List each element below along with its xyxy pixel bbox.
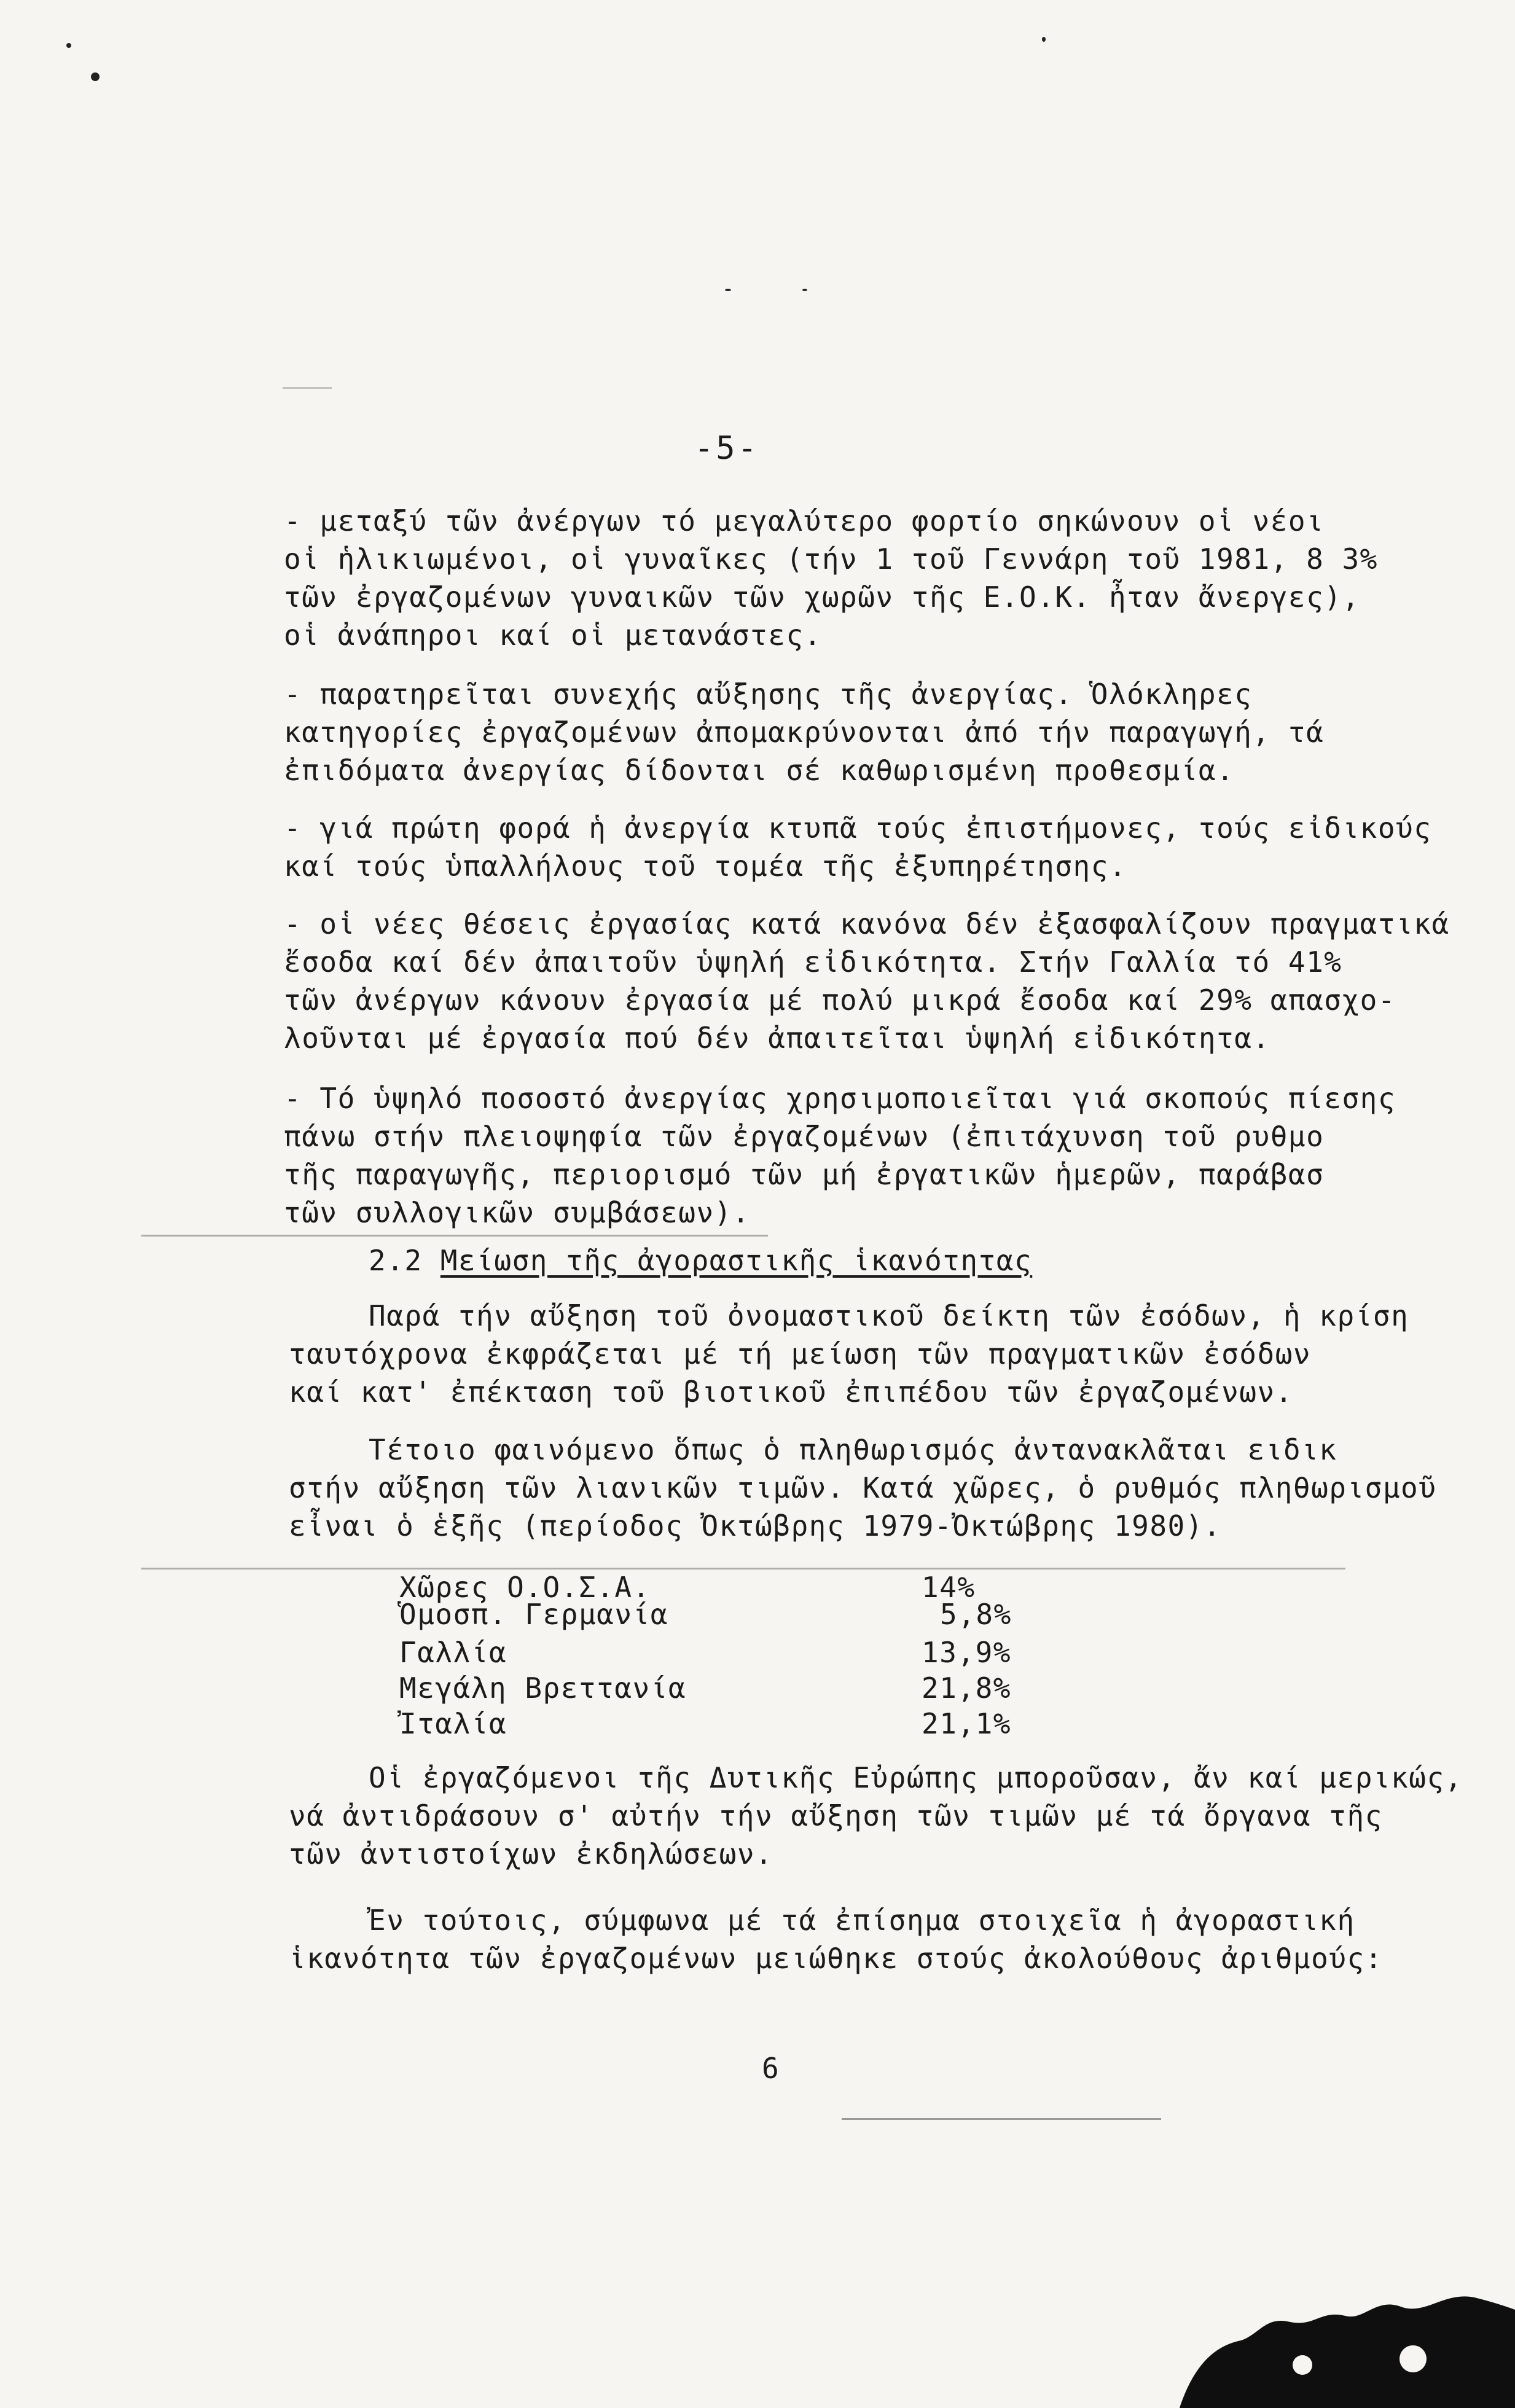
table-value: 5,8% [940,1598,1012,1631]
text-line: Ἐν τούτοις, σύμφωνα μέ τά ἐπίσημα στοιχεῖα ἡ ἀγοραστική [369,1904,1355,1937]
table-value: 14% [922,1571,976,1604]
text-line: τῶν ἀντιστοίχων ἐκδηλώσεων. [289,1837,773,1871]
table-value: 21,1% [922,1707,1011,1740]
table-row [399,1597,1137,1632]
text-line: τῆς παραγωγῆς, περιορισμό τῶν μή ἐργατικῶν ἡμερῶν, παράβασ [284,1158,1325,1191]
scan-speck [1042,37,1046,42]
text-line: - Τό ὑψηλό ποσοστό ἀνεργίας χρησιμοποιεῖται γιά σκοπούς πίεσης [284,1082,1396,1115]
scan-mark [283,387,332,389]
text-line: τῶν συλλογικῶν συμβάσεων). [284,1196,751,1229]
text-line: ἔσοδα καί δέν ἀπαιτοῦν ὑψηλή εἰδικότητα. Στήν Γαλλία τό 41% [284,945,1342,979]
text-line: ἱκανότητα τῶν ἐργαζομένων μειώθηκε στούς ἀκολούθους ἀριθμούς: [289,1942,1383,1975]
section-title: Μείωση τῆς ἀγοραστικῆς ἱκανότητας [440,1244,1033,1277]
bottom-page-mark: 6 [762,2052,779,2085]
text-line: Τέτοιο φαινόμενο ὅπως ὁ πληθωρισμός ἀντανακλᾶται ειδικ [369,1433,1337,1466]
text-line: στήν αὔξηση τῶν λιανικῶν τιμῶν. Κατά χῶρες, ὁ ρυθμός πληθωρισμοῦ [289,1471,1437,1504]
text-line: εἶναι ὁ ἑξῆς (περίοδος Ὀκτώβρης 1979-Ὀκτώβρης 1980). [289,1509,1222,1542]
text-line: οἱ ἡλικιωμένοι, οἱ γυναῖκες (τήν 1 τοῦ Γεννάρη τοῦ 1981, 8 3% [284,542,1378,576]
page-number: -5- [694,430,759,467]
scan-rule [842,2118,1161,2120]
text-line: πάνω στήν πλειοψηφία τῶν ἐργαζομένων (ἐπιτάχυνση τοῦ ρυθμο [284,1120,1325,1153]
table-row [399,1706,1137,1741]
text-line: νά ἀντιδράσουν σ' αὐτήν τήν αὔξηση τῶν τιμῶν μέ τά ὄργανα τῆς [289,1799,1383,1832]
table-country: Χῶρες Ο.Ο.Σ.Α. [399,1571,651,1604]
table-value: 13,9% [922,1636,1011,1669]
text-line: Οἱ ἐργαζόμενοι τῆς Δυτικῆς Εὐρώπης μποροῦσαν, ἄν καί μερικώς, [369,1761,1463,1794]
section-number: 2.2 [369,1244,423,1277]
table-country: Ἰταλία [399,1707,507,1740]
text-line: - παρατηρεῖται συνεχής αὔξησης τῆς ἀνεργίας. Ὁλόκληρες [284,678,1253,711]
text-line: οἱ ἀνάπηροι καί οἱ μετανάστες. [284,619,822,652]
table-row [399,1635,1137,1670]
scan-speck [91,72,100,81]
text-line: - γιά πρώτη φορά ἡ ἀνεργία κτυπᾶ τούς ἐπιστήμονες, τούς εἰδικούς [284,811,1432,845]
text-line: - μεταξύ τῶν ἀνέργων τό μεγαλύτερο φορτίο σηκώνουν οἱ νέοι [284,504,1325,538]
table-country: Ὁμοσπ. Γερμανία [399,1598,668,1631]
text-line: ταυτόχρονα ἐκφράζεται μέ τή μείωση τῶν πραγματικῶν ἐσόδων [289,1337,1312,1370]
text-line: ἐπιδόματα ἀνεργίας δίδονται σέ καθωρισμένη προθεσμία. [284,754,1235,787]
table-country: Μεγάλη Βρεττανία [399,1671,687,1705]
scan-speck [802,289,807,291]
text-line: καί κατ' ἐπέκταση τοῦ βιοτικοῦ ἐπιπέδου τῶν ἐργαζομένων. [289,1375,1293,1409]
text-line: - οἱ νέες θέσεις ἐργασίας κατά κανόνα δέν ἐξασφαλίζουν πραγματικά [284,907,1450,940]
text-line: τῶν ἐργαζομένων γυναικῶν τῶν χωρῶν τῆς Ε.Ο.Κ. ἦταν ἄνεργες), [284,580,1360,614]
scan-rule [141,1568,1345,1570]
text-line: κατηγορίες ἐργαζομένων ἀπομακρύνονται ἀπό τήν παραγωγή, τά [284,716,1325,749]
text-line: Παρά τήν αὔξηση τοῦ ὀνομαστικοῦ δείκτη τῶν ἐσόδων, ἡ κρίση [369,1299,1409,1332]
ink-blot [1155,2273,1515,2408]
text-line: τῶν ἀνέργων κάνουν ἐργασία μέ πολύ μικρά ἔσοδα καί 29% απασχο- [284,983,1396,1017]
text-line: καί τούς ὑπαλλήλους τοῦ τομέα τῆς ἐξυπηρέτησης. [284,850,1127,883]
text-line: λοῦνται μέ ἐργασία πού δέν ἀπαιτεῖται ὑψηλή εἰδικότητα. [284,1022,1270,1055]
table-value: 21,8% [922,1671,1011,1705]
table-country: Γαλλία [399,1636,507,1669]
section-heading [369,1242,1032,1279]
scan-speck [725,289,731,291]
scan-rule [141,1235,768,1237]
scan-speck [66,43,71,48]
table-row [399,1671,1137,1705]
